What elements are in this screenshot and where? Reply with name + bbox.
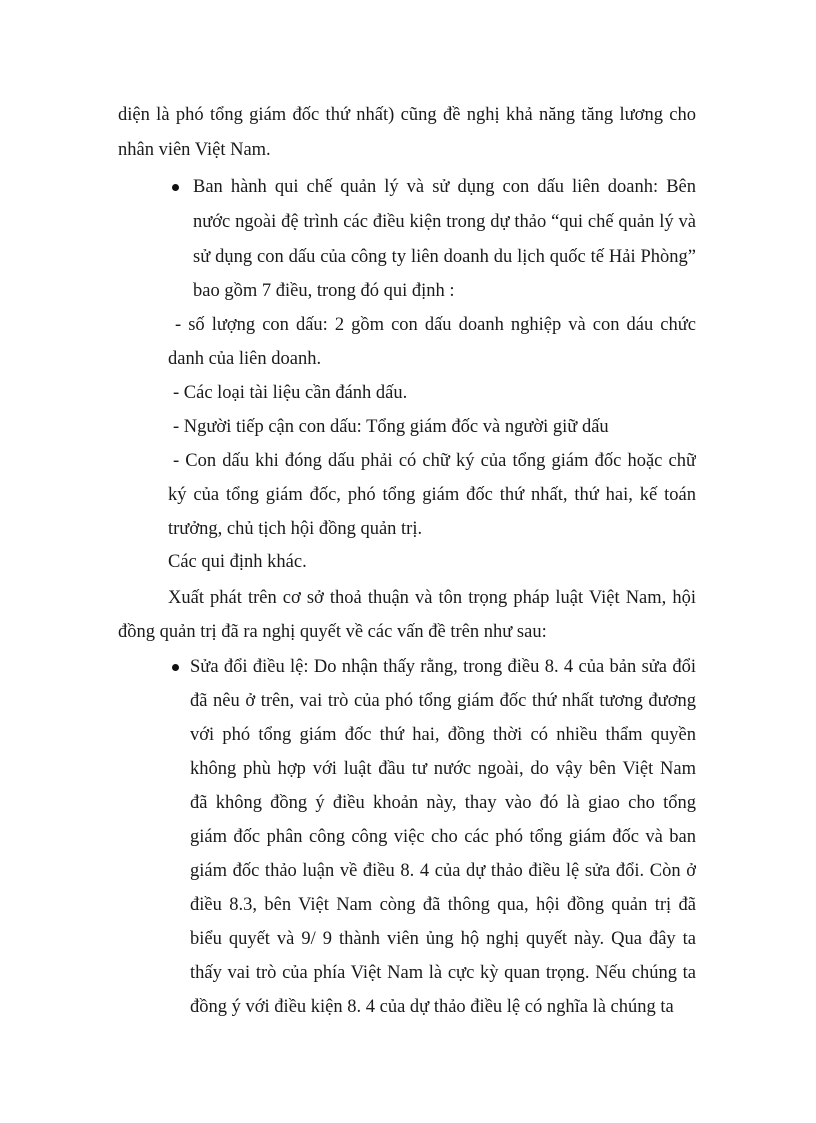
text-line: giám đốc phân công công việc cho các phó tổng giám đốc và ban (190, 827, 696, 847)
bullet-icon (172, 184, 179, 191)
text-line: - Các loại tài liệu cần đánh dấu. (173, 383, 408, 403)
text-line: đồng quản trị đã ra nghị quyết về các vấn đề trên như sau: (118, 622, 547, 642)
text-line: nước ngoài đệ trình các điều kiện trong dự thảo “qui chế quản lý và (193, 212, 696, 232)
text-line: đã không đồng ý điều khoản này, thay vào đó là giao cho tổng (190, 793, 696, 813)
text-line: - Người tiếp cận con dấu: Tổng giám đốc và người giữ dấu (173, 417, 609, 437)
text-line: bao gồm 7 điều, trong đó qui định : (193, 281, 455, 301)
text-line: điều 8.3, bên Việt Nam còng đã thông qua, hội đồng quản trị đã (190, 895, 696, 915)
text-line: diện là phó tổng giám đốc thứ nhất) cũng đề nghị khả năng tăng lương cho (118, 105, 696, 125)
text-line: thấy vai trò của phía Việt Nam là cực kỳ quan trọng. Nếu chúng ta (190, 963, 696, 983)
text-line: giám đốc thảo luận về điều 8. 4 của dự thảo điều lệ sửa đổi. Còn ở (190, 861, 696, 881)
text-line: Sửa đổi điều lệ: Do nhận thấy rằng, trong điều 8. 4 của bản sửa đổi (190, 657, 696, 677)
bullet-icon (172, 664, 179, 671)
text-line: Ban hành qui chế quản lý và sử dụng con dấu liên doanh: Bên (193, 177, 696, 197)
text-line: không phù hợp với luật đầu tư nước ngoài, do vậy bên Việt Nam (190, 759, 696, 779)
text-line: trưởng, chủ tịch hội đồng quản trị. (168, 519, 423, 539)
text-line: biểu quyết và 9/ 9 thành viên ủng hộ nghị quyết này. Qua đây ta (190, 929, 696, 949)
text-line: Xuất phát trên cơ sở thoả thuận và tôn trọng pháp luật Việt Nam, hội (168, 588, 696, 608)
text-line: ký của tổng giám đốc, phó tổng giám đốc thứ nhất, thứ hai, kế toán (168, 485, 696, 505)
text-line: Các qui định khác. (168, 552, 307, 572)
text-line: nhân viên Việt Nam. (118, 140, 271, 160)
text-line: danh của liên doanh. (168, 349, 322, 369)
text-line: đồng ý với điều kiện 8. 4 của dự thảo điều lệ có nghĩa là chúng ta (190, 997, 674, 1017)
text-line: đã nêu ở trên, vai trò của phó tổng giám đốc thứ nhất tương đương (190, 691, 696, 711)
text-line: - số lượng con dấu: 2 gồm con dấu doanh nghiệp và con dáu chức (175, 315, 696, 335)
text-line: sử dụng con dấu của công ty liên doanh du lịch quốc tế Hải Phòng” (193, 247, 696, 267)
text-line: với phó tổng giám đốc thứ hai, đồng thời có nhiều thẩm quyền (190, 725, 696, 745)
text-line: - Con dấu khi đóng dấu phải có chữ ký của tổng giám đốc hoặc chữ (173, 451, 696, 471)
